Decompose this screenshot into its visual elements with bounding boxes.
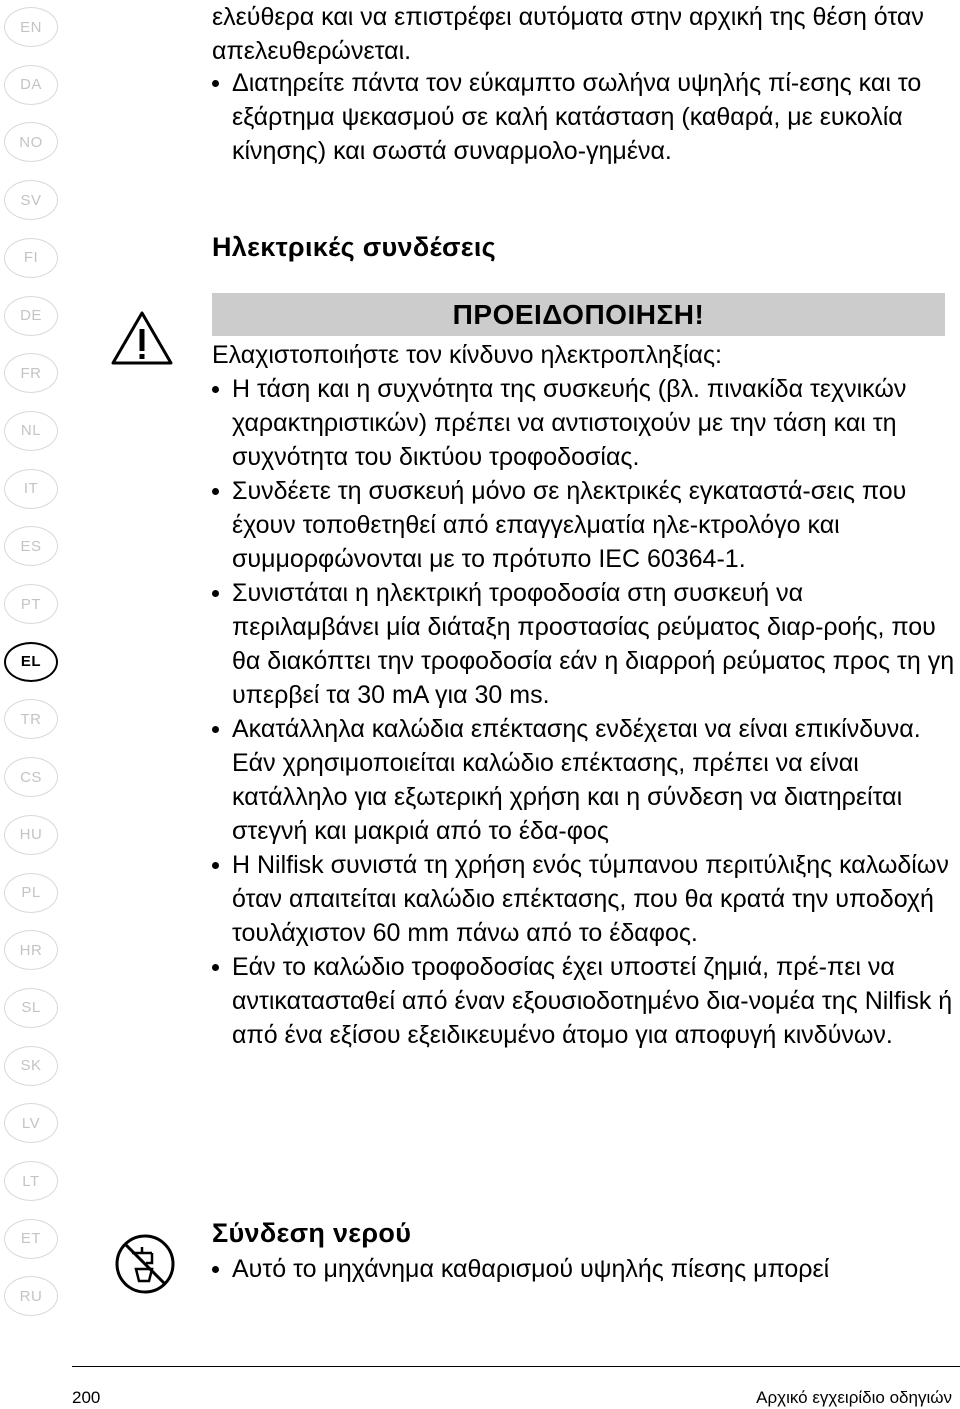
list-item: Συνιστάται η ηλεκτρική τροφοδοσία στη συσκευή να περιλαμβάνει μία διάταξη προστασίας ρεύματος διαρ-ροής, που θα διακόπτει την τροφοδοσία εάν η διαρροή ρεύματος προς τη γη υπερβεί τα 30 mA για 30 ms. (212, 576, 957, 712)
language-tab-pl[interactable]: PL (4, 873, 58, 913)
language-tab-tr[interactable]: TR (4, 699, 58, 739)
manual-title: Αρχικό εγχειρίδιο οδηγιών (756, 1388, 952, 1407)
warning-bullets (212, 372, 957, 1052)
language-tab-el[interactable]: EL (4, 642, 58, 682)
no-drinking-water-icon (114, 1233, 176, 1300)
language-tab-pt[interactable]: PT (4, 584, 58, 624)
list-item: Ακατάλληλα καλώδια επέκτασης ενδέχεται να είναι επικίνδυνα. Εάν χρησιμοποιείται καλώδιο επέκτασης, πρέπει να είναι κατάλληλο για εξωτερική χρήση και η σύνδεση να διατηρείται στεγνή και μακριά από το έδα-φος (212, 712, 957, 848)
language-tab-it[interactable]: IT (4, 469, 58, 509)
language-tab-lt[interactable]: LT (4, 1161, 58, 1201)
language-tab-hr[interactable]: HR (4, 930, 58, 970)
language-tab-hu[interactable]: HU (4, 815, 58, 855)
language-tab-fi[interactable]: FI (4, 238, 58, 278)
warning-triangle-icon (110, 310, 174, 371)
page-number: 200 (72, 1388, 101, 1407)
language-tab-de[interactable]: DE (4, 296, 58, 336)
language-tab-sl[interactable]: SL (4, 988, 58, 1028)
intro-continuation: ελεύθερα και να επιστρέφει αυτόματα στην αρχική της θέση όταν απελευθερώνεται. (212, 3, 924, 65)
footer-divider (72, 1366, 960, 1367)
language-tab-da[interactable]: DA (4, 65, 58, 105)
language-tab-sk[interactable]: SK (4, 1046, 58, 1086)
language-tab-et[interactable]: ET (4, 1219, 58, 1259)
intro-bullets (212, 66, 957, 168)
language-tab-cs[interactable]: CS (4, 757, 58, 797)
language-tab-ru[interactable]: RU (4, 1276, 58, 1316)
list-item: Αυτό το μηχάνημα καθαρισμού υψηλής πίεσης μπορεί (212, 1252, 957, 1286)
language-tab-es[interactable]: ES (4, 526, 58, 566)
section-heading-electrical: Ηλεκτρικές συνδέσεις (212, 232, 497, 262)
language-tab-lv[interactable]: LV (4, 1103, 58, 1143)
language-tab-no[interactable]: NO (4, 122, 58, 162)
list-item: Η τάση και η συχνότητα της συσκευής (βλ. πινακίδα τεχνικών χαρακτηριστικών) πρέπει να αντιστοιχούν με την τάση και τη συχνότητα του δικτύου τροφοδοσίας. (212, 372, 957, 474)
water-bullets (212, 1252, 957, 1286)
language-tab-fr[interactable]: FR (4, 353, 58, 393)
language-tab-sv[interactable]: SV (4, 180, 58, 220)
list-item: Διατηρείτε πάντα τον εύκαμπτο σωλήνα υψηλής πί-εσης και το εξάρτημα ψεκασμού σε καλή κατάσταση (καθαρά, με ευκολία κίνησης) και σωστά συναρμολο-γημένα. (212, 66, 957, 168)
warning-intro: Ελαχιστοποιήστε τον κίνδυνο ηλεκτροπληξίας: (212, 341, 722, 369)
language-tab-nl[interactable]: NL (4, 411, 58, 451)
list-item: Εάν το καλώδιο τροφοδοσίας έχει υποστεί ζημιά, πρέ-πει να αντικατασταθεί από έναν εξουσιοδοτημένο δια-νομέα της Nilfisk ή από ένα εξίσου εξειδικευμένο άτομο για αποφυγή κινδύνων. (212, 950, 957, 1052)
warning-title: ΠΡΟΕΙΔΟΠΟΙΗΣΗ! (212, 293, 945, 336)
language-tab-en[interactable]: EN (4, 7, 58, 47)
section-heading-water: Σύνδεση νερού (212, 1218, 412, 1248)
list-item: Η Nilfisk συνιστά τη χρήση ενός τύμπανου περιτύλιξης καλωδίων όταν απαιτείται καλώδιο επέκτασης, που θα κρατά την υποδοχή τουλάχιστον 60 mm πάνω από το έδαφος. (212, 848, 957, 950)
list-item: Συνδέετε τη συσκευή μόνο σε ηλεκτρικές εγκαταστά-σεις που έχουν τοποθετηθεί από επαγγελματία ηλε-κτρολόγο και συμμορφώνονται με το πρότυπο IEC 60364-1. (212, 474, 957, 576)
